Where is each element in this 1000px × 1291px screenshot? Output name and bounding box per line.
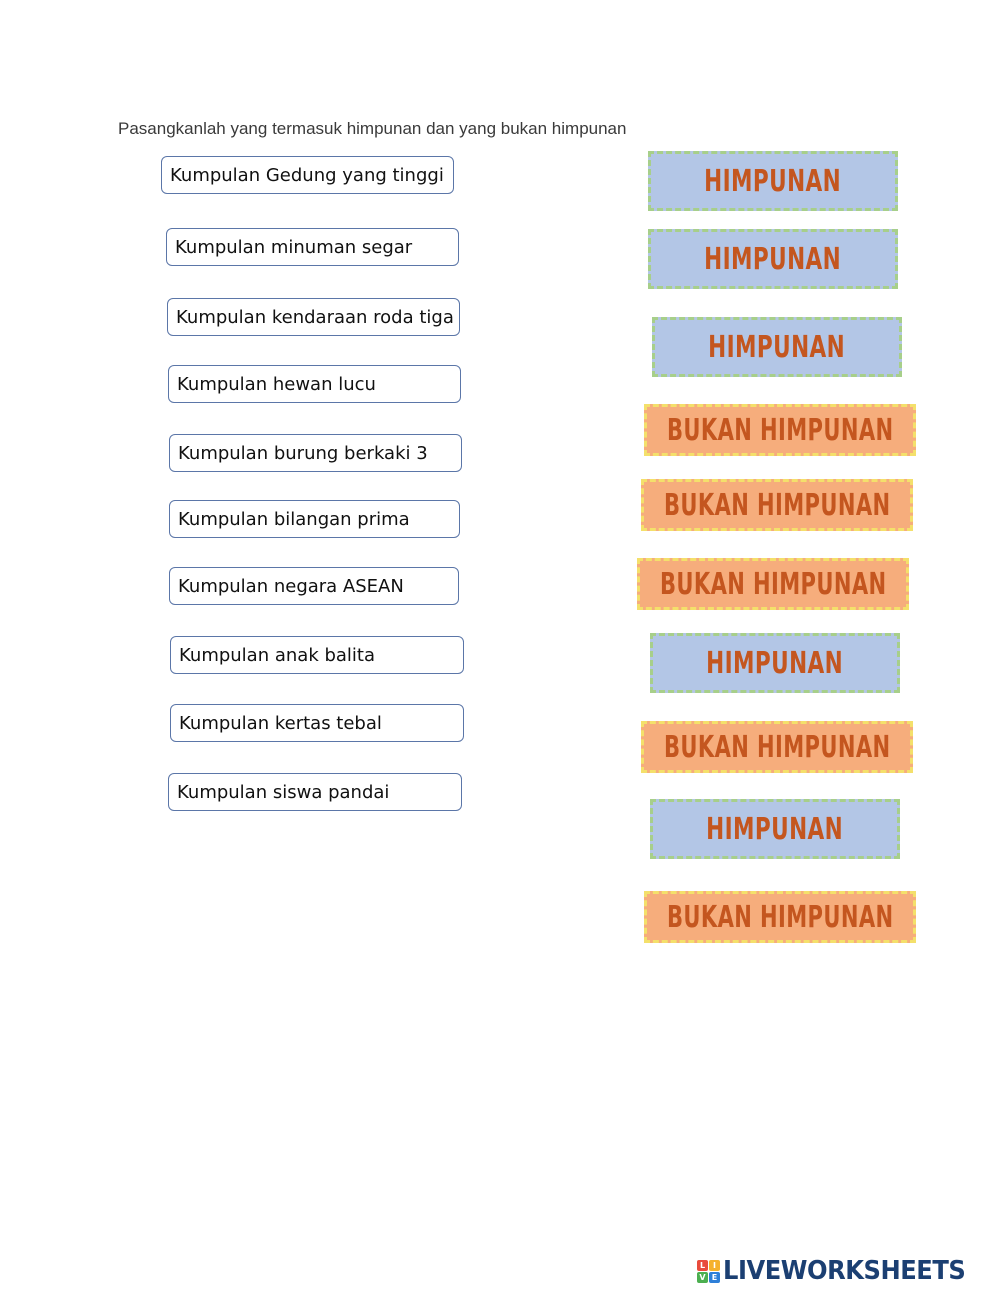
liveworksheets-logo-icon <box>697 1260 720 1283</box>
instruction-text: Pasangkanlah yang termasuk himpunan dan yang bukan himpunan <box>118 119 627 138</box>
answer-tag-bukan-himpunan[interactable] <box>637 558 909 610</box>
answer-tag-himpunan[interactable] <box>652 317 902 377</box>
answer-tag-label: HIMPUNAN <box>708 329 846 365</box>
answer-tag-label: BUKAN HIMPUNAN <box>666 899 894 935</box>
answer-tag-himpunan[interactable] <box>648 229 898 289</box>
statement-item-5[interactable]: Kumpulan burung berkaki 3 <box>169 434 462 472</box>
answer-tag-bukan-himpunan[interactable] <box>644 891 916 943</box>
answer-tag-label: BUKAN HIMPUNAN <box>659 566 887 602</box>
statement-item-3[interactable]: Kumpulan kendaraan roda tiga <box>167 298 460 336</box>
answer-tag-label: BUKAN HIMPUNAN <box>666 412 894 448</box>
statement-item-9[interactable]: Kumpulan kertas tebal <box>170 704 464 742</box>
logo-icon-tile: I <box>709 1260 720 1271</box>
statement-item-1[interactable]: Kumpulan Gedung yang tinggi <box>161 156 454 194</box>
answer-tag-himpunan[interactable] <box>650 799 900 859</box>
answer-tag-label: BUKAN HIMPUNAN <box>663 729 891 765</box>
liveworksheets-logo <box>697 1256 984 1286</box>
answer-tag-bukan-himpunan[interactable] <box>644 404 916 456</box>
answer-tag-himpunan[interactable] <box>648 151 898 211</box>
statement-item-8[interactable]: Kumpulan anak balita <box>170 636 464 674</box>
statement-item-6[interactable]: Kumpulan bilangan prima <box>169 500 460 538</box>
answer-tag-label: HIMPUNAN <box>706 645 844 681</box>
statement-item-4[interactable]: Kumpulan hewan lucu <box>168 365 461 403</box>
answer-tag-label: HIMPUNAN <box>706 811 844 847</box>
statement-item-2[interactable]: Kumpulan minuman segar <box>166 228 459 266</box>
answer-tag-bukan-himpunan[interactable] <box>641 721 913 773</box>
logo-text: LIVEWORKSHEETS <box>723 1256 966 1286</box>
answer-tag-label: HIMPUNAN <box>704 241 842 277</box>
answer-tag-himpunan[interactable] <box>650 633 900 693</box>
logo-icon-tile: L <box>697 1260 708 1271</box>
logo-icon-tile: E <box>709 1272 720 1283</box>
answer-tag-bukan-himpunan[interactable] <box>641 479 913 531</box>
answer-tag-label: BUKAN HIMPUNAN <box>663 487 891 523</box>
statement-item-10[interactable]: Kumpulan siswa pandai <box>168 773 462 811</box>
answer-tag-label: HIMPUNAN <box>704 163 842 199</box>
logo-icon-tile: V <box>697 1272 708 1283</box>
statement-item-7[interactable]: Kumpulan negara ASEAN <box>169 567 459 605</box>
